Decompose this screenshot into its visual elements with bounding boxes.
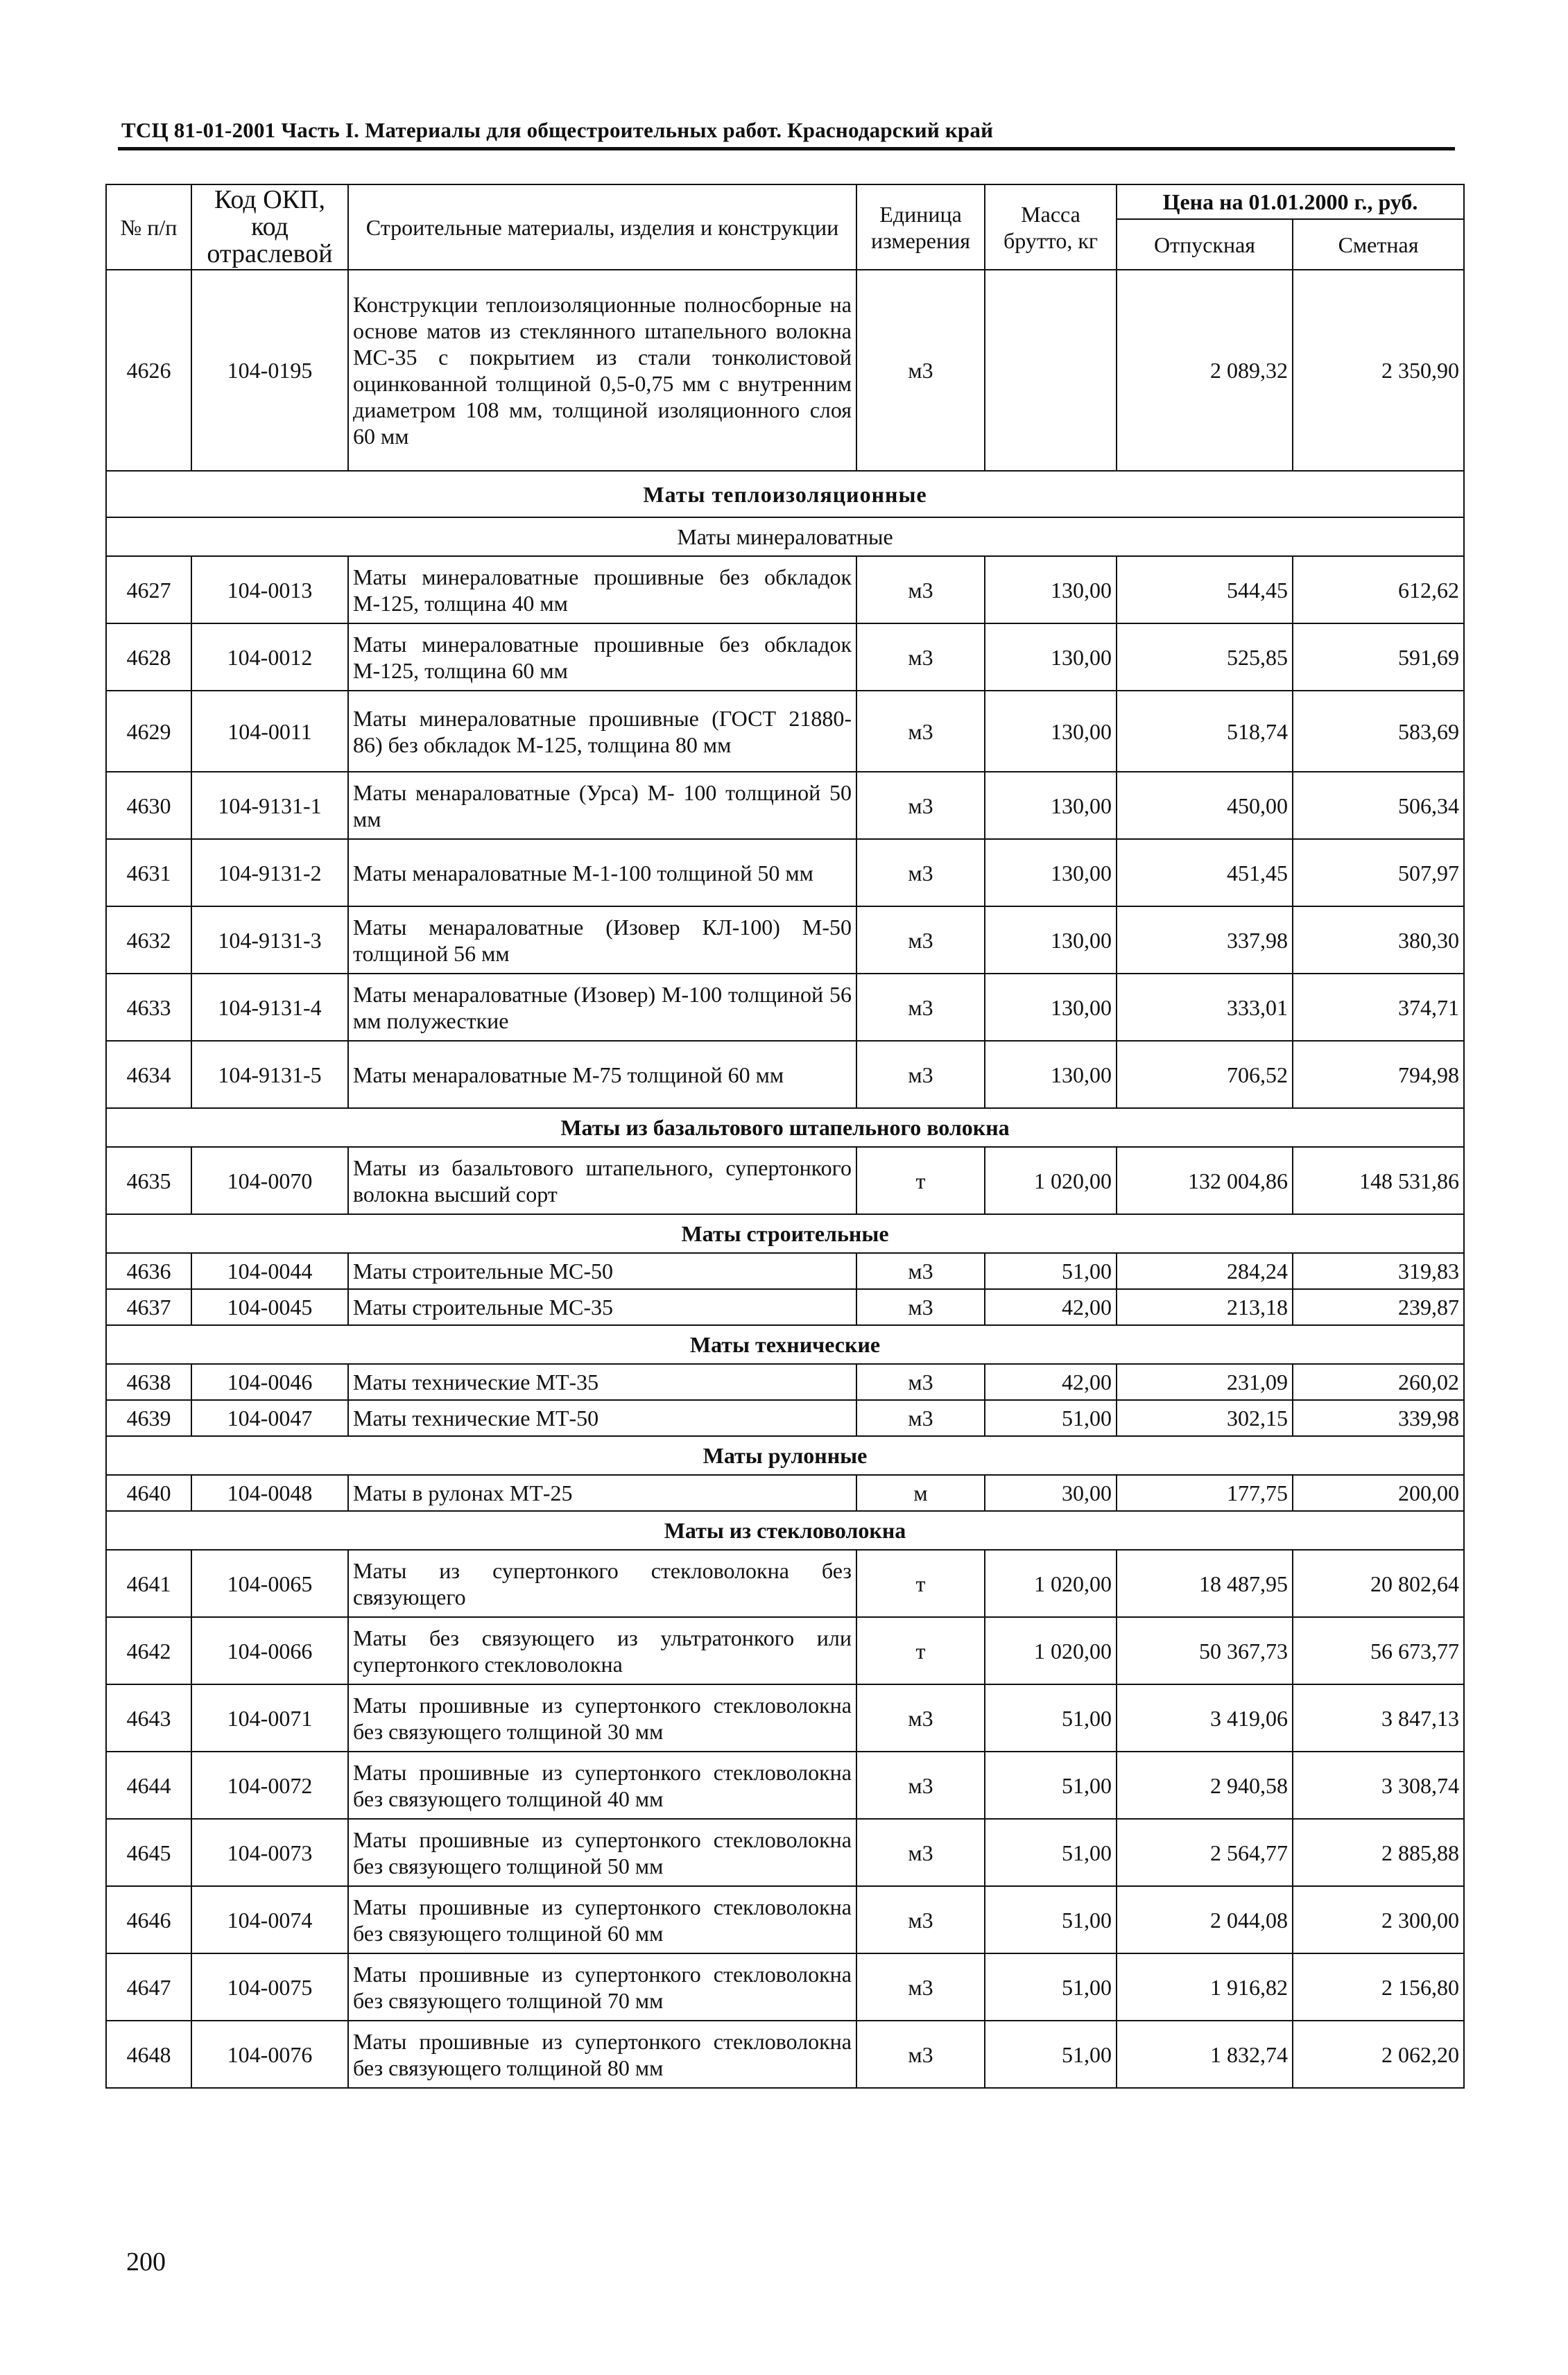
row-price-estimate: 339,98 (1293, 1400, 1464, 1436)
row-price-estimate: 20 802,64 (1293, 1550, 1464, 1617)
col-header-price-estimate: Сметная (1293, 219, 1464, 270)
col-header-material: Строительные материалы, изделия и конструкции (348, 184, 856, 270)
row-price-estimate: 2 062,20 (1293, 2021, 1464, 2088)
row-description: Маты минераловатные прошивные (ГОСТ 21880-86) без обкладок М-125, толщина 80 мм (348, 691, 856, 772)
row-description: Маты менараловатные М-1-100 толщиной 50 мм (348, 839, 856, 906)
row-price-estimate: 3 308,74 (1293, 1752, 1464, 1819)
row-mass: 1 020,00 (985, 1147, 1117, 1214)
row-price-release: 525,85 (1117, 623, 1293, 691)
row-price-estimate: 794,98 (1293, 1041, 1464, 1108)
row-description: Маты менараловатные (Урса) М- 100 толщиной 50 мм (348, 772, 856, 839)
row-mass: 130,00 (985, 1041, 1117, 1108)
row-mass: 51,00 (985, 1400, 1117, 1436)
row-unit: м3 (856, 691, 985, 772)
row-unit: м3 (856, 1819, 985, 1886)
row-code: 104-0011 (191, 691, 348, 772)
row-unit: м3 (856, 1684, 985, 1752)
section-title: Маты рулонные (106, 1436, 1464, 1475)
row-unit: м3 (856, 772, 985, 839)
section-title: Маты из стекловолокна (106, 1511, 1464, 1550)
row-price-release: 1 832,74 (1117, 2021, 1293, 2088)
row-price-release: 231,09 (1117, 1364, 1293, 1400)
row-price-estimate: 56 673,77 (1293, 1617, 1464, 1684)
row-number: 4632 (106, 906, 191, 974)
table-row (106, 1953, 1464, 2021)
row-unit: м3 (856, 556, 985, 623)
row-mass: 130,00 (985, 839, 1117, 906)
row-code: 104-0071 (191, 1684, 348, 1752)
table-row (106, 1289, 1464, 1325)
row-code: 104-0048 (191, 1475, 348, 1511)
row-code: 104-0075 (191, 1953, 348, 2021)
row-mass: 1 020,00 (985, 1617, 1117, 1684)
table-row (106, 270, 1464, 471)
row-price-estimate: 2 300,00 (1293, 1886, 1464, 1953)
row-code: 104-9131-5 (191, 1041, 348, 1108)
row-code: 104-0065 (191, 1550, 348, 1617)
section-row (106, 1108, 1464, 1147)
row-price-release: 2 089,32 (1117, 270, 1293, 471)
row-price-release: 302,15 (1117, 1400, 1293, 1436)
row-price-release: 177,75 (1117, 1475, 1293, 1511)
row-mass: 130,00 (985, 691, 1117, 772)
row-code: 104-0066 (191, 1617, 348, 1684)
row-price-release: 337,98 (1117, 906, 1293, 974)
row-description: Маты менараловатные М-75 толщиной 60 мм (348, 1041, 856, 1108)
row-unit: м3 (856, 1041, 985, 1108)
row-mass: 51,00 (985, 1886, 1117, 1953)
row-number: 4628 (106, 623, 191, 691)
row-number: 4631 (106, 839, 191, 906)
table-body (106, 270, 1464, 2088)
row-unit: т (856, 1617, 985, 1684)
row-description: Маты из базальтового штапельного, супертонкого волокна высший сорт (348, 1147, 856, 1214)
row-code: 104-9131-2 (191, 839, 348, 906)
row-code: 104-0072 (191, 1752, 348, 1819)
table-row (106, 2021, 1464, 2088)
row-price-estimate: 507,97 (1293, 839, 1464, 906)
row-description: Маты прошивные из супертонкого стекловолокна без связующего толщиной 80 мм (348, 2021, 856, 2088)
table-row (106, 974, 1464, 1041)
table-row (106, 1684, 1464, 1752)
row-code: 104-0046 (191, 1364, 348, 1400)
row-code: 104-0044 (191, 1253, 348, 1289)
section-title-sub: Маты минераловатные (106, 517, 1464, 556)
row-unit: м3 (856, 2021, 985, 2088)
section-row (106, 1436, 1464, 1475)
row-number: 4634 (106, 1041, 191, 1108)
row-description: Маты без связующего из ультратонкого или супертонкого стекловолокна (348, 1617, 856, 1684)
row-unit: т (856, 1550, 985, 1617)
row-price-estimate: 3 847,13 (1293, 1684, 1464, 1752)
row-price-release: 333,01 (1117, 974, 1293, 1041)
row-unit: м3 (856, 1289, 985, 1325)
materials-table (105, 184, 1465, 2089)
row-price-release: 450,00 (1117, 772, 1293, 839)
table-row (106, 1752, 1464, 1819)
row-code: 104-0013 (191, 556, 348, 623)
row-description: Маты прошивные из супертонкого стекловолокна без связующего толщиной 70 мм (348, 1953, 856, 2021)
col-header-code: Код ОКП, код отраслевой (191, 184, 348, 270)
row-description: Маты прошивные из супертонкого стекловолокна без связующего толщиной 30 мм (348, 1684, 856, 1752)
row-number: 4644 (106, 1752, 191, 1819)
section-row (106, 1511, 1464, 1550)
row-price-estimate: 2 885,88 (1293, 1819, 1464, 1886)
row-unit: м3 (856, 270, 985, 471)
section-title: Маты строительные (106, 1214, 1464, 1253)
section-row (106, 471, 1464, 517)
row-price-release: 2 564,77 (1117, 1819, 1293, 1886)
row-number: 4626 (106, 270, 191, 471)
table-row (106, 1550, 1464, 1617)
row-number: 4640 (106, 1475, 191, 1511)
row-mass: 130,00 (985, 974, 1117, 1041)
row-price-estimate: 374,71 (1293, 974, 1464, 1041)
row-number: 4641 (106, 1550, 191, 1617)
row-number: 4643 (106, 1684, 191, 1752)
row-price-estimate: 506,34 (1293, 772, 1464, 839)
table-row (106, 1147, 1464, 1214)
row-description: Конструкции теплоизоляционные полносборные на основе матов из стеклянного штапельного волокна МС-35 с покрытием из стали тонколистовой оцинкованной толщиной 0,5-0,75 мм с внутренним диаметром 108 мм, толщиной изоляционного слоя 60 мм (348, 270, 856, 471)
row-code: 104-0195 (191, 270, 348, 471)
section-row (106, 1325, 1464, 1364)
row-number: 4642 (106, 1617, 191, 1684)
row-description: Маты прошивные из супертонкого стекловолокна без связующего толщиной 40 мм (348, 1752, 856, 1819)
table-row (106, 839, 1464, 906)
row-description: Маты из супертонкого стекловолокна без связующего (348, 1550, 856, 1617)
row-description: Маты строительные МС-35 (348, 1289, 856, 1325)
table-row (106, 772, 1464, 839)
row-number: 4633 (106, 974, 191, 1041)
row-mass: 42,00 (985, 1364, 1117, 1400)
row-code: 104-0012 (191, 623, 348, 691)
row-mass: 42,00 (985, 1289, 1117, 1325)
row-description: Маты менараловатные (Изовер) М-100 толщиной 56 мм полужесткие (348, 974, 856, 1041)
section-title-main: Маты теплоизоляционные (106, 471, 1464, 517)
row-description: Маты технические МТ-35 (348, 1364, 856, 1400)
table-row (106, 691, 1464, 772)
row-number: 4636 (106, 1253, 191, 1289)
row-unit: м3 (856, 1752, 985, 1819)
row-code: 104-0070 (191, 1147, 348, 1214)
col-header-price-group: Цена на 01.01.2000 г., руб. (1117, 184, 1464, 219)
row-mass: 130,00 (985, 772, 1117, 839)
row-price-release: 544,45 (1117, 556, 1293, 623)
table-row (106, 1041, 1464, 1108)
row-number: 4630 (106, 772, 191, 839)
row-price-estimate: 2 350,90 (1293, 270, 1464, 471)
row-price-release: 213,18 (1117, 1289, 1293, 1325)
table-row (106, 1253, 1464, 1289)
row-mass: 51,00 (985, 1253, 1117, 1289)
section-row (106, 1214, 1464, 1253)
section-title: Маты технические (106, 1325, 1464, 1364)
row-mass: 30,00 (985, 1475, 1117, 1511)
row-price-estimate: 200,00 (1293, 1475, 1464, 1511)
row-price-estimate: 591,69 (1293, 623, 1464, 691)
row-price-estimate: 148 531,86 (1293, 1147, 1464, 1214)
row-code: 104-9131-1 (191, 772, 348, 839)
row-unit: м3 (856, 1886, 985, 1953)
row-description: Маты минераловатные прошивные без обкладок М-125, толщина 60 мм (348, 623, 856, 691)
row-price-estimate: 2 156,80 (1293, 1953, 1464, 2021)
table-row (106, 906, 1464, 974)
row-mass (985, 270, 1117, 471)
row-price-estimate: 239,87 (1293, 1289, 1464, 1325)
row-code: 104-0076 (191, 2021, 348, 2088)
row-mass: 51,00 (985, 2021, 1117, 2088)
row-price-release: 18 487,95 (1117, 1550, 1293, 1617)
section-row (106, 517, 1464, 556)
row-price-estimate: 612,62 (1293, 556, 1464, 623)
row-price-release: 1 916,82 (1117, 1953, 1293, 2021)
table-row (106, 1400, 1464, 1436)
row-number: 4647 (106, 1953, 191, 2021)
row-unit: м (856, 1475, 985, 1511)
row-mass: 130,00 (985, 623, 1117, 691)
row-description: Маты строительные МС-50 (348, 1253, 856, 1289)
row-unit: м3 (856, 1953, 985, 2021)
table-row (106, 1886, 1464, 1953)
row-price-estimate: 319,83 (1293, 1253, 1464, 1289)
row-number: 4639 (106, 1400, 191, 1436)
table-row (106, 556, 1464, 623)
row-price-release: 518,74 (1117, 691, 1293, 772)
row-code: 104-0073 (191, 1819, 348, 1886)
row-code: 104-0074 (191, 1886, 348, 1953)
row-number: 4646 (106, 1886, 191, 1953)
page-header: ТСЦ 81-01-2001 Часть I. Материалы для общестроительных работ. Краснодарский край (121, 118, 994, 142)
row-price-release: 2 940,58 (1117, 1752, 1293, 1819)
row-number: 4637 (106, 1289, 191, 1325)
table-row (106, 1475, 1464, 1511)
col-header-mass: Масса брутто, кг (985, 184, 1117, 270)
row-price-release: 2 044,08 (1117, 1886, 1293, 1953)
row-description: Маты минераловатные прошивные без обкладок М-125, толщина 40 мм (348, 556, 856, 623)
row-mass: 51,00 (985, 1953, 1117, 2021)
row-price-release: 284,24 (1117, 1253, 1293, 1289)
row-unit: м3 (856, 839, 985, 906)
row-code: 104-9131-3 (191, 906, 348, 974)
row-price-release: 50 367,73 (1117, 1617, 1293, 1684)
row-number: 4627 (106, 556, 191, 623)
row-mass: 51,00 (985, 1819, 1117, 1886)
row-price-estimate: 583,69 (1293, 691, 1464, 772)
row-price-release: 3 419,06 (1117, 1684, 1293, 1752)
section-title: Маты из базальтового штапельного волокна (106, 1108, 1464, 1147)
table-row (106, 1617, 1464, 1684)
row-description: Маты менараловатные (Изовер КЛ-100) М-50 толщиной 56 мм (348, 906, 856, 974)
page-number: 200 (126, 2247, 166, 2277)
row-number: 4635 (106, 1147, 191, 1214)
row-mass: 1 020,00 (985, 1550, 1117, 1617)
row-mass: 51,00 (985, 1684, 1117, 1752)
row-number: 4645 (106, 1819, 191, 1886)
col-header-unit: Единица измерения (856, 184, 985, 270)
row-unit: м3 (856, 1253, 985, 1289)
col-header-price-release: Отпускная (1117, 219, 1293, 270)
row-unit: м3 (856, 1364, 985, 1400)
header-rule (118, 147, 1455, 150)
row-price-release: 132 004,86 (1117, 1147, 1293, 1214)
row-description: Маты прошивные из супертонкого стекловолокна без связующего толщиной 50 мм (348, 1819, 856, 1886)
row-description: Маты технические МТ-50 (348, 1400, 856, 1436)
row-unit: т (856, 1147, 985, 1214)
row-price-release: 451,45 (1117, 839, 1293, 906)
row-unit: м3 (856, 906, 985, 974)
row-mass: 51,00 (985, 1752, 1117, 1819)
row-number: 4629 (106, 691, 191, 772)
row-price-release: 706,52 (1117, 1041, 1293, 1108)
row-description: Маты прошивные из супертонкого стекловолокна без связующего толщиной 60 мм (348, 1886, 856, 1953)
row-code: 104-0045 (191, 1289, 348, 1325)
row-code: 104-0047 (191, 1400, 348, 1436)
table-row (106, 1819, 1464, 1886)
row-code: 104-9131-4 (191, 974, 348, 1041)
row-mass: 130,00 (985, 906, 1117, 974)
row-unit: м3 (856, 1400, 985, 1436)
row-description: Маты в рулонах МТ-25 (348, 1475, 856, 1511)
row-unit: м3 (856, 974, 985, 1041)
table-row (106, 1364, 1464, 1400)
row-price-estimate: 260,02 (1293, 1364, 1464, 1400)
col-header-num: № п/п (106, 184, 191, 270)
row-unit: м3 (856, 623, 985, 691)
table-head (106, 184, 1464, 270)
table-row (106, 623, 1464, 691)
row-number: 4648 (106, 2021, 191, 2088)
row-mass: 130,00 (985, 556, 1117, 623)
row-number: 4638 (106, 1364, 191, 1400)
row-price-estimate: 380,30 (1293, 906, 1464, 974)
